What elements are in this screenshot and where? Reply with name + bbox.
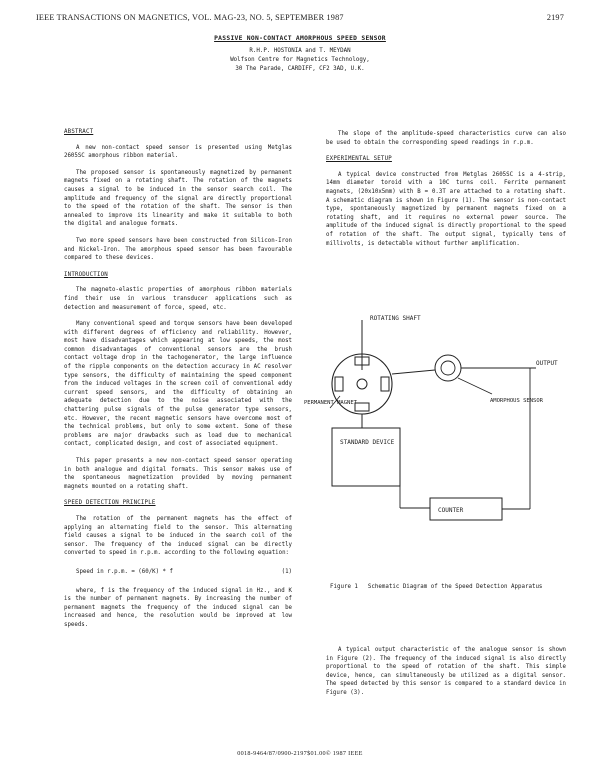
shaft-hub [357,379,367,389]
introduction-heading: INTRODUCTION [64,271,108,278]
sensor-lead [392,370,435,374]
abstract-paragraph-2: The proposed sensor is spontaneously magnetized by permanent magnets fixed on a rotating shaft. The rotation of the magnets causes a signal to be induced in the sensor search coil. The amplitude and frequency of the signal are directly proportional to the speed of the rotation of the shaft. The sensor is then annealed to improve its linearity and make it suitable to both the digital and analogue formats. [64,169,292,228]
figure-1-caption [330,583,560,592]
toroid-sensor-inner [441,361,455,375]
label-amorphous-sensor: AMORPHOUS SENSOR [490,398,543,404]
introduction-paragraph-1: The magneto-elastic properties of amorphous ribbon materials find their use in various transducer applications such as detection and measurement of force, speed, etc. [64,287,292,311]
experimental-paragraph: A typical device constructed from Metglas 2605SC is a 4-strip, 14mm diameter toroid with a 10C turns coil. Ferrite permanent magnets, (20x10x5mm) with B = 0.3T are attached to a rotating shaft. A schematic diagram is shown in Figure (1). The sensor is non-contact type, spontaneously magnetized by permanent magnets fixed on a rotating shaft, and it requires no external power source. The amplitude of the induced signal is directly proportional to the speed of rotation of the shaft. The output signal, typically tens of millivolts, is detectable without further amplification. [326,171,566,247]
author-block [0,47,600,74]
label-standard-device: STANDARD DEVICE [340,439,395,446]
schematic-diagram [300,312,576,572]
principle-heading: SPEED DETECTION PRINCIPLE [64,500,156,507]
journal-citation: IEEE TRANSACTIONS ON MAGNETICS, VOL. MAG-23, NO. 5, SEPTEMBER 1987 [36,13,344,22]
magnet-right [381,377,389,391]
label-permanent-magnet [304,400,358,406]
figure-1-caption-text: Schematic Diagram of the Speed Detection Apparatus [367,584,543,590]
standard-device-box [332,428,400,486]
abstract-heading: ABSTRACT [64,129,94,135]
abstract-paragraph-1: A new non-contact speed sensor is presented using Metglas 2605SC amorphous ribbon material. [64,144,292,160]
left-column [64,128,292,638]
right-column [326,130,566,256]
introduction-paragraph-3: This paper presents a new non-contact speed sensor operating in both analogue and digital formats. This sensor makes use of the spontaneous magnetization provided by moving permanent magnets mounted on a rotating shaft. [64,458,292,490]
slope-paragraph: The slope of the amplitude-speed characteristics curve can also be used to obtain the corresponding speed readings in r.p.m. [326,131,566,146]
label-rotating-shaft: ROTATING SHAFT [370,315,421,322]
abstract-paragraph-3: Two more speed sensors have been constructed from Silicon-Iron and Nickel-Iron. The amorphous speed sensor has been favourable compared to these devices. [64,237,292,262]
pointer-sensor [458,378,492,394]
author-address: 30 The Parade, CARDIFF, CF2 3AD, U.K. [235,66,365,72]
figure-1-schematic [300,312,576,572]
paper-title: PASSIVE NON-CONTACT AMORPHOUS SPEED SENSOR [214,35,386,42]
author-affiliation: Wolfson Centre for Magnetics Technology, [230,57,370,63]
page-number: 2197 [546,13,564,22]
running-header [36,13,564,25]
label-counter: COUNTER [438,507,464,514]
principle-paragraph-2: where, f is the frequency of the induced signal in Hz., and K is the number of permanent magnets. By increasing the number of permanent magnets the frequency of the induced signal can be increased and hence, the resolution would be improved at low speeds. [64,587,292,628]
label-permanent-magnet-text: PERMANENT MAGNET [304,400,357,406]
speed-equation [64,568,292,577]
toroid-sensor-outer [435,355,461,381]
equation-text: Speed in r.p.m. = (60/K) * f [76,568,173,575]
equation-number: (1) [281,568,292,575]
experimental-heading: EXPERIMENTAL SETUP [326,156,392,163]
magnet-left [335,377,343,391]
label-output: OUTPUT [536,360,558,367]
right-column-lower [326,646,566,706]
magnet-bottom [355,403,369,411]
figure-1-label: Figure 1 [330,584,358,590]
author-names: R.H.P. HOSTONIA and T. MEYDAN [249,48,351,54]
result-paragraph: A typical output characteristic of the analogue sensor is shown in Figure (2). The frequency of the induced signal is also directly proportional to the speed of rotation of the shaft. This simple device, hence, can simultaneously be utilized as a digital sensor. The speed detected by this sensor is compared to a standard device in Figure (3). [326,647,566,696]
copyright-footer: 0018-9464/87/0900-2197$01.00© 1987 IEEE [237,750,363,757]
introduction-paragraph-2: Many conventional speed and torque sensors have been developed with different degrees of efficiency and reliability. However, most have disadvantages which appearing at low speeds, the most common disadvantages of conventional sensors are the brush contact voltage drop in the tachogenerator, the large influence of the ripple components on the detection accuracy in AC resolver type sensors, the difficulty of maintaining the speed component from the induced voltages in the screen coil of conventional eddy current speed sensors, and the difficulty of obtaining an adequate detection due to the noise associated with the chattering pulse signals of the pulse generator type sensors, etc. However, the recent magnetic sensors have overcome most of the technical problems, but only to some extent. Some of these problems are major drawbacks such as load due to mechanical contact, complicated design, and cost of associated equipment. [64,321,292,448]
principle-paragraph-1: The rotation of the permanent magnets has the effect of applying an alternating field to the sensor. This alternating field causes a signal to be induced in the search coil of the sensor. The frequency of the induced signal can be directly converted to speed in r.p.m. according to the following equation: [64,515,292,557]
